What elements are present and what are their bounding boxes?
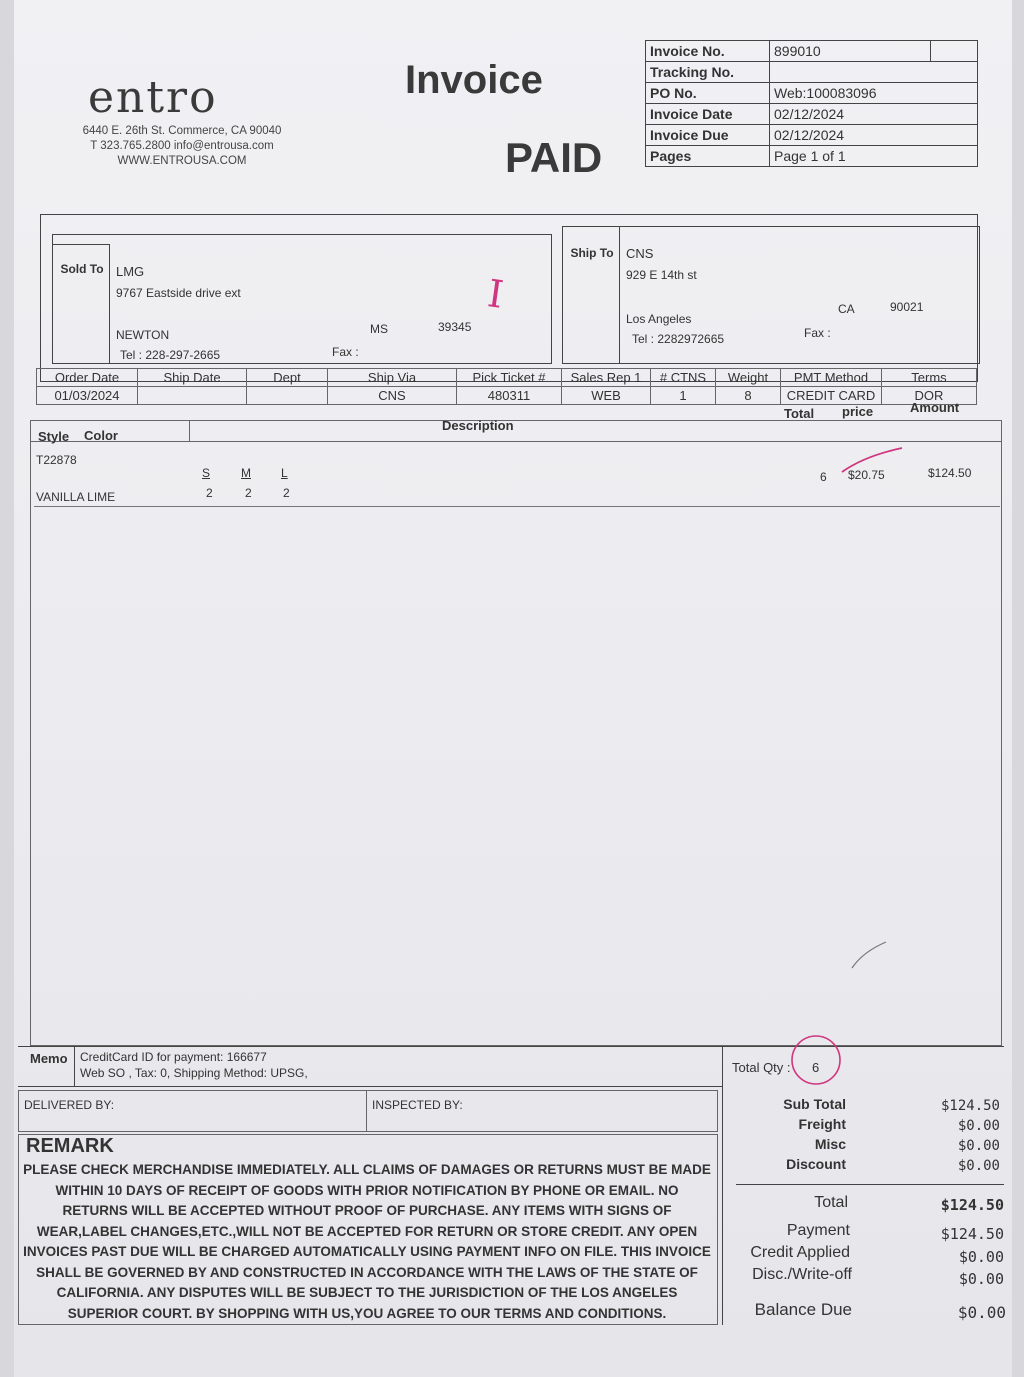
memo-line-1: CreditCard ID for payment: 166677 bbox=[80, 1050, 267, 1064]
order-value: 480311 bbox=[457, 387, 562, 405]
item-style: T22878 bbox=[36, 453, 77, 467]
ship-to-name: CNS bbox=[626, 246, 654, 261]
order-header-row bbox=[37, 369, 977, 387]
ship-to-label: Ship To bbox=[570, 246, 614, 260]
size-qty: 2 bbox=[206, 486, 213, 500]
info-value: 02/12/2024 bbox=[770, 104, 978, 125]
balance-due-value: $0.00 bbox=[957, 1303, 1006, 1322]
ship-to-tel: Tel : 2282972665 bbox=[632, 332, 725, 346]
signature-divider bbox=[366, 1090, 367, 1132]
memo-label: Memo bbox=[30, 1051, 68, 1066]
total-header: Total bbox=[784, 406, 815, 421]
company-website: WWW.ENTROUSA.COM bbox=[117, 155, 247, 167]
sold-to-fax: Fax : bbox=[332, 345, 359, 359]
color-header: Color bbox=[84, 428, 118, 443]
payment-value: $124.50 bbox=[940, 1225, 1004, 1243]
document-title: Invoice bbox=[405, 58, 543, 102]
order-value bbox=[138, 387, 247, 405]
info-row bbox=[646, 41, 978, 62]
sub-total-label: Sub Total bbox=[783, 1096, 846, 1112]
order-value: 01/03/2024 bbox=[37, 387, 138, 405]
info-label: Invoice Due bbox=[646, 125, 770, 146]
sub-total-value: $124.50 bbox=[940, 1098, 1000, 1114]
ship-to-box bbox=[562, 226, 980, 364]
totals-divider bbox=[722, 1046, 723, 1325]
sold-to-zip: 39345 bbox=[438, 320, 472, 334]
info-value: 02/12/2024 bbox=[770, 125, 978, 146]
info-label: Tracking No. bbox=[646, 62, 770, 83]
order-value-row bbox=[37, 387, 977, 405]
signature-row bbox=[18, 1090, 718, 1132]
sold-to-label: Sold To bbox=[60, 262, 104, 276]
delivered-by-label: DELIVERED BY: bbox=[24, 1098, 115, 1112]
info-row bbox=[646, 62, 978, 83]
inspected-by-label: INSPECTED BY: bbox=[372, 1098, 463, 1112]
freight-value: $0.00 bbox=[957, 1118, 1000, 1134]
total-value: $124.50 bbox=[940, 1196, 1004, 1214]
size-qty: 2 bbox=[245, 486, 252, 500]
paid-stamp: PAID bbox=[505, 134, 603, 181]
info-row bbox=[646, 83, 978, 104]
ship-to-zip: 90021 bbox=[890, 300, 924, 314]
sold-to-street: 9767 Eastside drive ext bbox=[116, 286, 241, 300]
price-header: price bbox=[842, 404, 874, 419]
description-header-cell bbox=[190, 420, 1002, 442]
memo-line-2: Web SO , Tax: 0, Shipping Method: UPSG, bbox=[80, 1066, 308, 1080]
remark-text: PLEASE CHECK MERCHANDISE IMMEDIATELY. ALL CLAIMS OF DAMAGES OR RETURNS MUST BE MADE WITHIN 10 DAYS OF RECEIPT OF GOODS WITH PRIOR NOTIFICATION BY PHONE OR EMAIL. NO RETURNS WILL BE ACCEPTED WITHOUT PROOF OF PURCHASE. ANY ITEMS WITH SIGNS OF WEAR,LABEL CHANGES,ETC.,WILL NOT BE ACCEPTED FOR RETURN OR STORE CREDIT. ANY OPEN INVOICES PAST DUE WILL BE CHARGED AUTOMATICALLY USING PAYMENT INFO ON FILE. THIS INVOICE SHALL BE GOVERNED BY AND CONSTRUCTED IN ACCORDANCE WITH THE LAWS OF THE STATE OF CALIFORNIA. ANY DISPUTES WILL BE SUBJECT TO THE JURISDICTION OF THE LOS ANGELES SUPERIOR COURT. BY SHOPPING WITH US,YOU AGREE TO OUR TERMS AND CONDITIONS. bbox=[23, 1162, 711, 1321]
disc-write-off-label: Disc./Write-off bbox=[752, 1266, 852, 1283]
company-address: 6440 E. 26th St. Commerce, CA 90040 bbox=[82, 125, 282, 137]
description-header: Description bbox=[442, 418, 514, 433]
balance-due-label: Balance Due bbox=[754, 1300, 852, 1319]
ship-to-street: 929 E 14th st bbox=[626, 268, 697, 282]
order-details-table bbox=[36, 368, 977, 405]
info-label: Pages bbox=[646, 146, 770, 167]
order-header: Sales Rep 1 bbox=[562, 369, 651, 387]
order-header: Terms bbox=[882, 369, 977, 387]
memo-divider bbox=[74, 1046, 75, 1086]
info-label: Invoice Date bbox=[646, 104, 770, 125]
pen-stroke bbox=[850, 940, 890, 970]
total-label: Total bbox=[814, 1194, 848, 1211]
total-qty-value: 6 bbox=[812, 1060, 820, 1075]
company-contact: T 323.765.2800 info@entrousa.com bbox=[90, 140, 274, 152]
total-qty-label: Total Qty : bbox=[732, 1060, 791, 1075]
order-header: Ship Via bbox=[328, 369, 457, 387]
order-header: Dept bbox=[247, 369, 328, 387]
misc-label: Misc bbox=[814, 1136, 846, 1152]
freight-label: Freight bbox=[798, 1116, 846, 1132]
discount-label: Discount bbox=[786, 1156, 846, 1172]
sold-to-city: NEWTON bbox=[116, 328, 170, 342]
info-value: 899010 bbox=[770, 41, 931, 62]
company-logo: entro bbox=[88, 72, 218, 123]
payment-label: Payment bbox=[786, 1222, 850, 1239]
size-label: M bbox=[241, 466, 251, 480]
item-color: VANILLA LIME bbox=[36, 490, 116, 504]
item-amount: $124.50 bbox=[928, 466, 972, 480]
handwritten-mark: I bbox=[485, 271, 507, 317]
order-value: DOR bbox=[882, 387, 977, 405]
order-header: Ship Date bbox=[138, 369, 247, 387]
totals-separator bbox=[736, 1184, 1004, 1185]
info-label: Invoice No. bbox=[646, 41, 770, 62]
ship-to-fax: Fax : bbox=[804, 326, 831, 340]
misc-value: $0.00 bbox=[957, 1138, 1000, 1154]
remark-title: REMARK bbox=[26, 1135, 114, 1157]
price-check-mark bbox=[838, 444, 908, 476]
info-value: Page 1 of 1 bbox=[770, 146, 978, 167]
info-value bbox=[770, 62, 978, 83]
style-header: Style bbox=[38, 429, 70, 444]
disc-write-off-value: $0.00 bbox=[958, 1270, 1004, 1288]
order-header: Weight bbox=[716, 369, 781, 387]
invoice-info-table bbox=[645, 40, 978, 167]
order-header: Order Date bbox=[37, 369, 138, 387]
qty-circle bbox=[786, 1028, 846, 1088]
item-total: 6 bbox=[820, 470, 827, 484]
size-label: S bbox=[202, 466, 211, 480]
order-header: Pick Ticket # bbox=[457, 369, 562, 387]
info-row bbox=[646, 125, 978, 146]
order-value bbox=[247, 387, 328, 405]
info-row bbox=[646, 104, 978, 125]
size-qty: 2 bbox=[283, 486, 290, 500]
order-header: # CTNS bbox=[651, 369, 716, 387]
item-price: $20.75 bbox=[848, 468, 885, 482]
sold-to-name: LMG bbox=[116, 264, 145, 279]
order-value: CREDIT CARD bbox=[781, 387, 882, 405]
discount-value: $0.00 bbox=[957, 1158, 1000, 1174]
amount-header: Amount bbox=[910, 400, 960, 415]
order-value: WEB bbox=[562, 387, 651, 405]
size-label: L bbox=[281, 466, 288, 480]
order-value: CNS bbox=[328, 387, 457, 405]
sold-to-state: MS bbox=[370, 322, 388, 336]
credit-applied-label: Credit Applied bbox=[750, 1244, 850, 1261]
info-label: PO No. bbox=[646, 83, 770, 104]
credit-applied-value: $0.00 bbox=[958, 1248, 1004, 1266]
company-address-block bbox=[72, 124, 292, 169]
memo-top-border bbox=[18, 1046, 1004, 1047]
item-divider bbox=[34, 506, 1000, 507]
ship-to-city: Los Angeles bbox=[626, 312, 692, 326]
memo-bottom-border bbox=[18, 1086, 722, 1087]
order-value: 8 bbox=[716, 387, 781, 405]
info-row bbox=[646, 146, 978, 167]
order-value: 1 bbox=[651, 387, 716, 405]
sold-to-tel: Tel : 228-297-2665 bbox=[120, 348, 221, 362]
order-header: PMT Method bbox=[781, 369, 882, 387]
info-value: Web:100083096 bbox=[770, 83, 978, 104]
ship-to-state: CA bbox=[838, 302, 855, 316]
